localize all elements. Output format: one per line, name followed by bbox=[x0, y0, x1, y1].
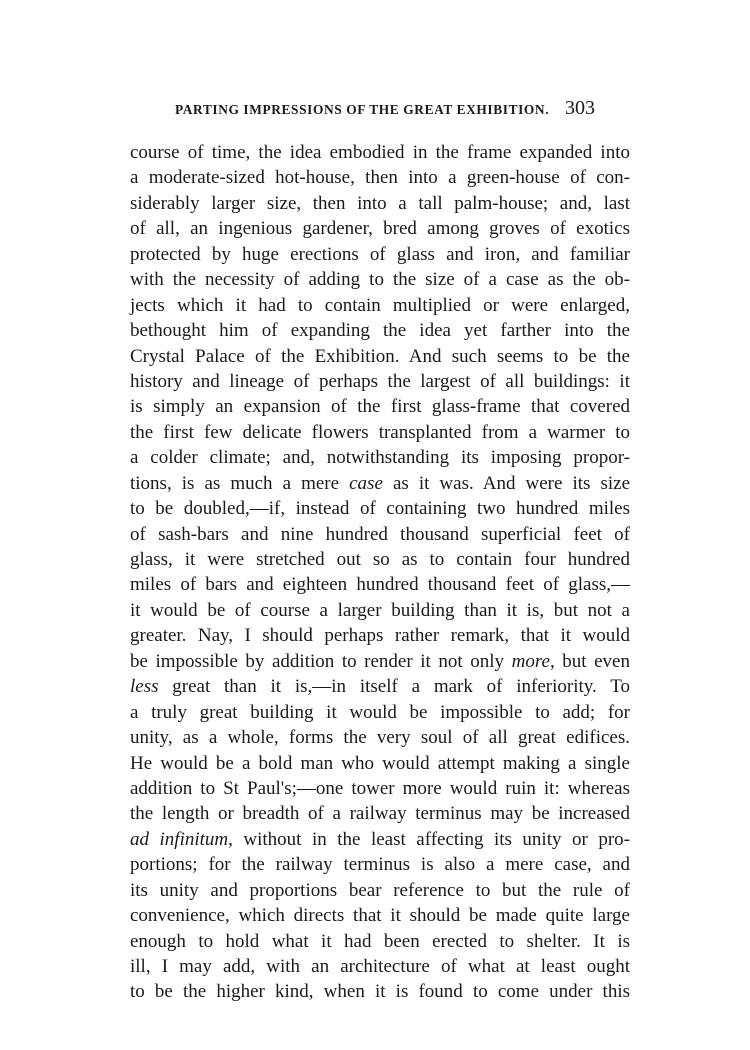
italic-text: case bbox=[349, 472, 383, 494]
text-segment: enough to hold what it had been erected to shelter. It is bbox=[130, 930, 630, 952]
text-line bbox=[130, 344, 630, 369]
text-segment: a truly great building it would be impossible to add; for bbox=[130, 701, 630, 723]
text-segment: with the necessity of adding to the size of a case as the ob- bbox=[130, 269, 630, 291]
text-segment: ill, I may add, with an architecture of what at least ought bbox=[130, 956, 630, 977]
text-line bbox=[130, 140, 630, 165]
italic-text: less bbox=[130, 676, 159, 698]
text-line bbox=[130, 293, 630, 318]
text-line bbox=[130, 496, 630, 521]
text-line bbox=[130, 725, 630, 750]
text-line bbox=[130, 852, 630, 877]
text-segment: the first few delicate flowers transplanted from a warmer to bbox=[130, 421, 630, 443]
text-line bbox=[130, 267, 630, 292]
text-segment: it would be of course a larger building than it is, but not a bbox=[130, 599, 630, 621]
text-segment: addition to St Paul's;—one tower more would ruin it: whereas bbox=[130, 777, 630, 799]
text-line bbox=[130, 674, 630, 699]
text-segment: great than it is,—in itself a mark of inferiority. To bbox=[158, 676, 630, 698]
text-line bbox=[130, 827, 630, 852]
text-line bbox=[130, 776, 630, 801]
italic-text: ad infinitum bbox=[130, 828, 229, 850]
text-segment: to be the higher kind, when it is found to come under this bbox=[130, 981, 630, 1003]
text-segment: miles of bars and eighteen hundred thousand feet of glass,— bbox=[130, 574, 630, 596]
text-segment: bethought him of expanding the idea yet farther into the bbox=[130, 320, 630, 342]
text-line bbox=[130, 547, 630, 572]
text-line bbox=[130, 445, 630, 470]
text-line bbox=[130, 929, 630, 954]
text-segment: He would be a bold man who would attempt making a single bbox=[130, 752, 630, 774]
text-segment: protected by huge erections of glass and iron, and familiar bbox=[130, 243, 630, 265]
text-segment: Crystal Palace of the Exhibition. And such seems to be the bbox=[130, 345, 630, 367]
text-line bbox=[130, 318, 630, 343]
text-segment: of all, an ingenious gardener, bred among groves of exotics bbox=[130, 218, 630, 240]
text-segment: greater. Nay, I should perhaps rather remark, that it would bbox=[130, 625, 630, 647]
text-segment: to be doubled,—if, instead of containing two hundred miles bbox=[130, 498, 630, 520]
text-segment: history and lineage of perhaps the largest of all buildings: it bbox=[130, 370, 630, 392]
text-segment: , without in the least affecting its unity or pro- bbox=[228, 828, 630, 850]
italic-text: more bbox=[511, 650, 550, 672]
text-line bbox=[130, 522, 630, 547]
text-segment: convenience, which directs that it should be made quite large bbox=[130, 905, 630, 927]
text-line bbox=[130, 649, 630, 674]
text-segment: course of time, the idea embodied in the frame expanded into bbox=[130, 142, 630, 163]
text-line bbox=[130, 700, 630, 725]
text-segment: tions, is as much a mere bbox=[130, 472, 350, 494]
text-line bbox=[130, 878, 630, 903]
text-segment: is simply an expansion of the first glass-frame that covered bbox=[130, 396, 630, 418]
text-line bbox=[130, 903, 630, 928]
running-title: PARTING IMPRESSIONS OF THE GREAT EXHIBITION. bbox=[175, 102, 550, 117]
text-segment: as it was. And were its size bbox=[382, 472, 630, 494]
text-segment: unity, as a whole, forms the very soul of all great edifices. bbox=[130, 727, 630, 749]
text-line bbox=[130, 623, 630, 648]
text-line bbox=[130, 216, 630, 241]
text-line bbox=[130, 954, 630, 979]
text-line bbox=[130, 572, 630, 597]
text-line bbox=[130, 242, 630, 267]
text-line bbox=[130, 979, 630, 1004]
text-segment: portions; for the railway terminus is also a mere case, and bbox=[130, 854, 630, 876]
text-line bbox=[130, 394, 630, 419]
text-line bbox=[130, 420, 630, 445]
text-segment: a moderate-sized hot-house, then into a green-house of con- bbox=[130, 167, 630, 189]
text-segment: siderably larger size, then into a tall palm-house; and, last bbox=[130, 192, 630, 214]
text-line bbox=[130, 801, 630, 826]
body-text bbox=[130, 140, 630, 1005]
text-line bbox=[130, 369, 630, 394]
text-segment: a colder climate; and, notwithstanding its imposing propor- bbox=[130, 447, 630, 469]
text-line bbox=[130, 598, 630, 623]
text-line bbox=[130, 471, 630, 496]
running-head bbox=[175, 97, 595, 125]
text-segment: , but even bbox=[549, 650, 630, 672]
text-segment: glass, it were stretched out so as to contain four hundred bbox=[130, 549, 630, 570]
text-segment: of sash-bars and nine hundred thousand superficial feet of bbox=[130, 523, 630, 545]
text-line bbox=[130, 165, 630, 190]
text-segment: the length or breadth of a railway terminus may be increased bbox=[130, 803, 630, 825]
text-segment: jects which it had to contain multiplied or were enlarged, bbox=[130, 294, 630, 316]
page-number: 303 bbox=[565, 97, 595, 119]
text-line bbox=[130, 191, 630, 216]
text-line bbox=[130, 751, 630, 776]
text-segment: its unity and proportions bear reference to but the rule of bbox=[130, 879, 630, 901]
text-segment: be impossible by addition to render it not only bbox=[130, 650, 512, 672]
